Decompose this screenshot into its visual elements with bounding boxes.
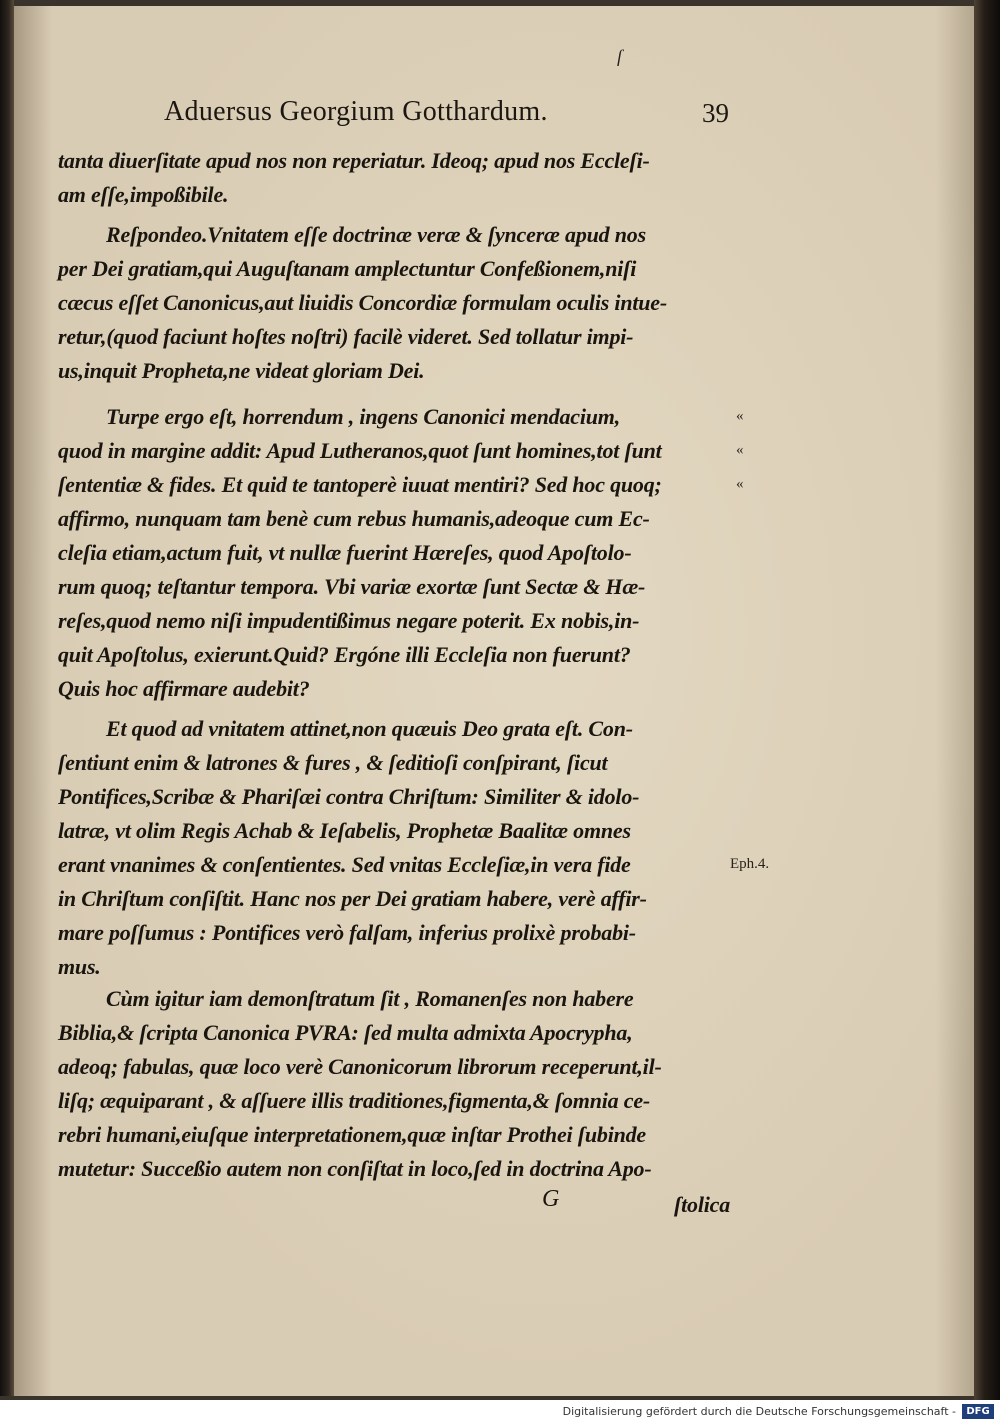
text-line: Cùm igitur iam demonſtratum ſit , Romanenſes non habere (106, 986, 634, 1011)
text-line: am eſſe,impoßibile. (58, 182, 229, 207)
text-line: ſententiæ & fides. Et quid te tantoperè iuuat mentiri? Sed hoc quoq; (58, 472, 662, 497)
top-mark: ſ (617, 46, 623, 66)
text-line: retur,(quod faciunt hoſtes noſtri) facilè videret. Sed tollatur impi- (58, 324, 634, 349)
text-line: mus. (58, 954, 101, 979)
book-spine-shadow (0, 0, 14, 1396)
text-line: Biblia,& ſcripta Canonica PVRA: ſed multa admixta Apocrypha, (58, 1020, 633, 1045)
text-line: affirmo, nunquam tam benè cum rebus humanis,adeoque cum Ec- (58, 506, 650, 531)
text-line: adeoq; fabulas, quæ loco verè Canonicorum librorum receperunt,il- (58, 1054, 662, 1079)
text-line: per Dei gratiam,qui Auguſtanam amplectuntur Confeßionem,niſi (58, 256, 637, 281)
footer-credit: Digitalisierung gefördert durch die Deutsche Forschungsgemeinschaft - (562, 1405, 956, 1418)
text-line: cleſia etiam,actum fuit, vt nullæ fuerint Hæreſes, quod Apoſtolo- (58, 540, 632, 565)
dfg-logo: DFG (962, 1404, 994, 1419)
text-line: erant vnanimes & conſentientes. Sed vnitas Eccleſiæ,in vera fide (58, 852, 631, 877)
margin-quote-mark: « (736, 442, 744, 458)
page-number: 39 (702, 98, 729, 128)
text-line: cæcus eſſet Canonicus,aut liuidis Concordiæ formulam oculis intue- (58, 290, 667, 315)
text-line: tanta diuerſitate apud nos non reperiatur. Ideoq; apud nos Eccleſi- (58, 148, 650, 173)
text-line: rebri humani,eiuſque interpretationem,quæ inſtar Prothei ſubinde (58, 1122, 646, 1147)
text-line: mare poſſumus : Pontifices verò falſam, inferius prolixè probabi- (58, 920, 636, 945)
text-line: rum quoq; teſtantur tempora. Vbi variæ exortæ ſunt Sectæ & Hæ- (58, 574, 646, 599)
text-line: quit Apoſtolus, exierunt.Quid? Ergóne illi Eccleſia non fuerunt? (58, 642, 631, 667)
footer-bar (0, 1400, 1000, 1425)
text-line: Reſpondeo.Vnitatem eſſe doctrinæ veræ & ſynceræ apud nos (106, 222, 646, 247)
text-line: us,inquit Propheta,ne videat gloriam Dei. (58, 358, 425, 383)
text-line: liſq; æquiparant , & aſſuere illis traditiones,figmenta,& ſomnia ce- (58, 1088, 651, 1113)
text-line: Turpe ergo eſt, horrendum , ingens Canonici mendacium, (106, 404, 620, 429)
signature-mark: G (542, 1186, 560, 1212)
text-line: Pontifices,Scribæ & Phariſæi contra Chriſtum: Similiter & idolo- (58, 784, 640, 809)
text-line: latræ, vt olim Regis Achab & Ieſabelis, Prophetæ Baalitæ omnes (58, 818, 631, 843)
catchword: ſtolica (674, 1192, 731, 1217)
text-line: Quis hoc affirmare audebit? (58, 676, 310, 701)
text-line: in Chriſtum conſiſtit. Hanc nos per Dei gratiam habere, verè affir- (58, 886, 647, 911)
text-line: ſentiunt enim & latrones & fures , & ſeditioſi conſpirant, ſicut (58, 750, 608, 775)
text-line: reſes,quod nemo niſi impudentißimus negare poterit. Ex nobis,in- (58, 608, 640, 633)
margin-reference: Eph.4. (730, 856, 770, 872)
margin-quote-mark: « (736, 408, 744, 424)
text-line: mutetur: Succeßio autem non conſiſtat in loco,ſed in doctrina Apo- (58, 1156, 652, 1181)
book-page (14, 6, 974, 1396)
book-edge-shadow (974, 0, 1000, 1400)
running-head: Aduersus Georgium Gotthardum. (164, 96, 548, 127)
text-line: Et quod ad vnitatem attinet,non quæuis Deo grata eſt. Con- (106, 716, 633, 741)
text-line: quod in margine addit: Apud Lutheranos,quot ſunt homines,tot ſunt (58, 438, 662, 463)
margin-quote-mark: « (736, 476, 744, 492)
